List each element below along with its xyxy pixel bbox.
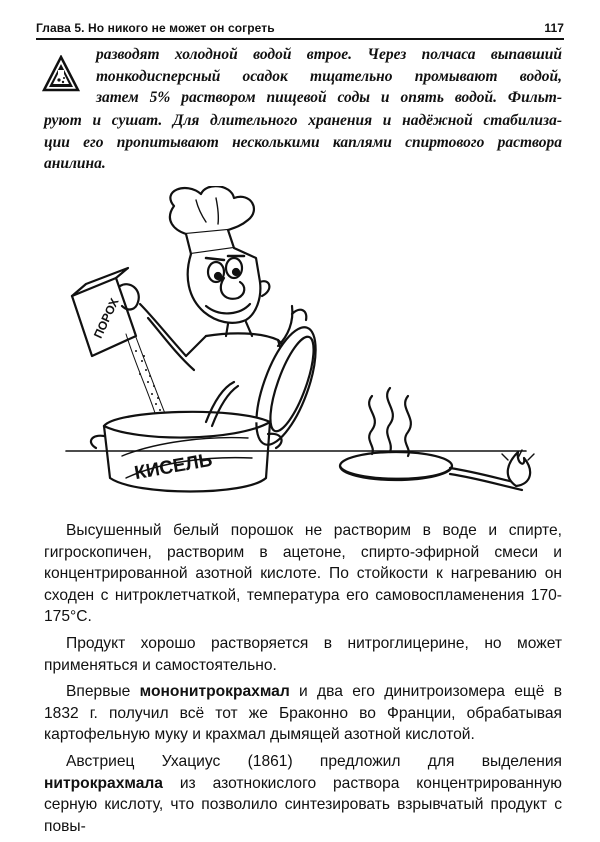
pot-label: КИСЕЛЬ	[132, 449, 214, 485]
box-label: ПОРОХ	[90, 295, 122, 341]
running-head	[36, 20, 564, 40]
bold-term: нитрокрахмала	[44, 774, 163, 792]
italic-line: руют и сушат. Для длительного хранения и надёжной стабилиза-	[44, 112, 562, 129]
warning-flask-icon	[42, 55, 80, 93]
chapter-title: Глава 5. Но никого не может он согреть	[36, 21, 275, 35]
paragraph: Высушенный белый порошок не растворим в воде и спирте, гигроскопичен, растворим в ацетоне, спирто-эфирной смеси и концентрированной азотной кислоте. По стойкости к нагреванию он сходен с нитроклетчаткой, температура его самовоспламенения 170-175°С.	[44, 522, 562, 626]
italic-line: анилина.	[44, 155, 106, 172]
paragraph: Продукт хорошо растворяется в нитроглицерине, но может применяться и самостоятельно.	[44, 634, 562, 674]
chef-cartoon-illustration	[56, 186, 556, 506]
paragraph	[44, 681, 562, 746]
italic-line: затем 5% раствором пищевой соды и опять водой. Фильт-	[96, 89, 562, 106]
italic-paragraph-bottom	[44, 110, 562, 175]
text-run: из азотнокислого раствора концентрированную серную кислоту, что позволило синтезировать взрывчатый продукт с повы-	[44, 774, 562, 835]
italic-line: разводят холодной водой втрое. Через полчаса выпавший	[96, 46, 562, 63]
text-run: Австриец Ухациус (1861) предложил для выделения	[66, 752, 562, 770]
text-run: Впервые	[66, 683, 140, 701]
italic-line: тонкодисперсный осадок тщательно промывают водой,	[96, 67, 562, 85]
body-text	[44, 520, 562, 842]
text-run: и два его динитроизомера ещё в 1832 г. получил всё тот же Браконно во Франции, обрабатывая картофельную муку и крахмал дымящей азотной кислотой.	[44, 683, 562, 744]
page-number: 117	[544, 21, 564, 35]
italic-paragraph-top	[96, 44, 562, 109]
bold-term: мононитрокрахмал	[139, 683, 290, 701]
paragraph	[44, 751, 562, 837]
italic-line: ции его пропитывают несколькими каплями спиртового раствора	[44, 133, 562, 151]
